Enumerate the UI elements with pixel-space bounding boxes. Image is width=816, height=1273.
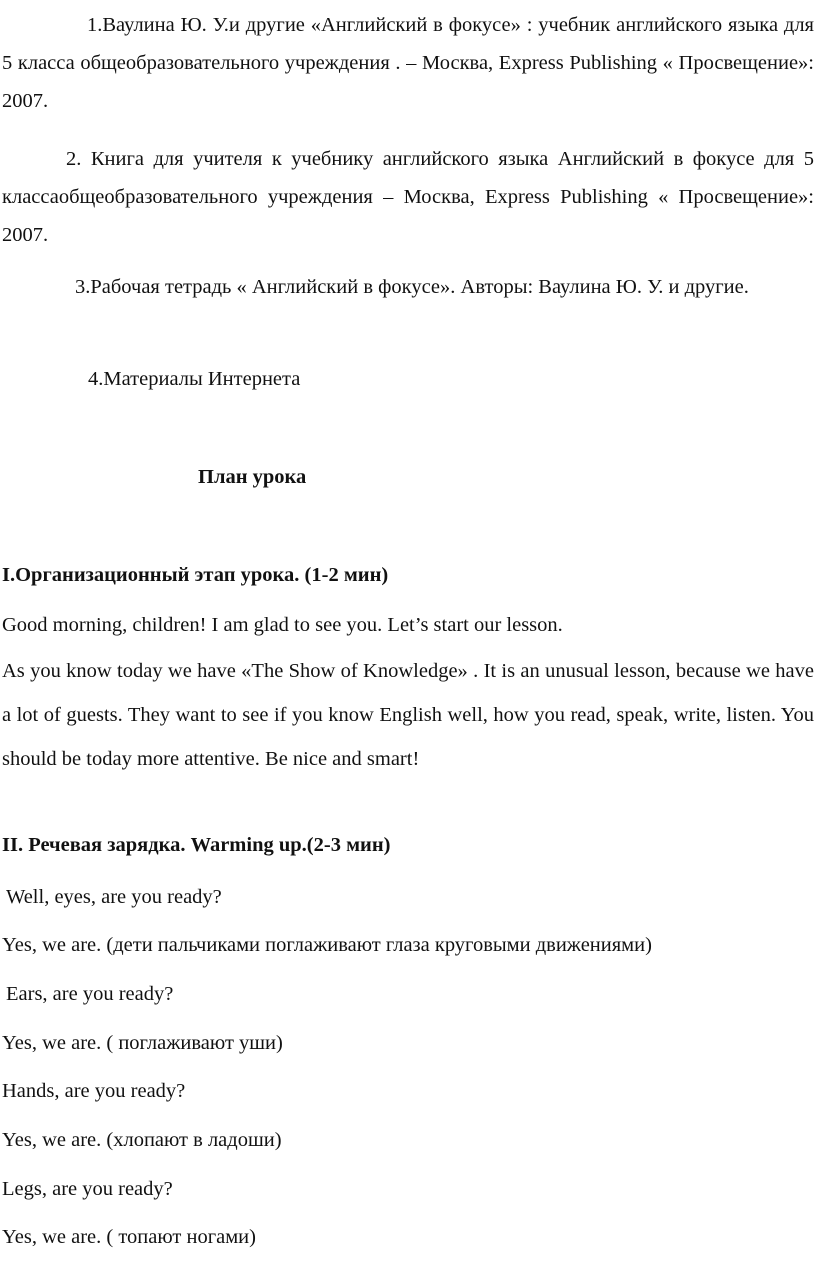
dialogue-line: Ears, are you ready? — [6, 983, 174, 1005]
dialogue-line: Hands, are you ready? — [2, 1080, 186, 1102]
dialogue-line: Yes, we are. (хлопают в ладоши) — [2, 1129, 282, 1151]
paragraph: Good morning, children! I am glad to see you. Let’s start our lesson. — [2, 614, 563, 636]
dialogue-line: Yes, we are. (дети пальчиками поглаживают глаза круговыми движениями) — [2, 934, 652, 956]
reference-item: 2. Книга для учителя к учебнику английского языка Английский в фокусе для 5 классаобщеобразовательного учреждения – Москва, Express Publishing « Просвещение»: 2007. — [2, 148, 814, 246]
paragraph: As you know today we have «The Show of Knowledge» . It is an unusual lesson, because we have a lot of guests. They want to see if you know English well, how you read, speak, write, listen. You should be today more attentive. Be nice and smart! — [2, 660, 814, 770]
reference-item: 4.Материалы Интернета — [88, 368, 301, 390]
dialogue-line: Well, eyes, are you ready? — [6, 886, 222, 908]
section-heading: II. Речевая зарядка. Warming up.(2-3 мин) — [2, 834, 391, 856]
dialogue-line: Legs, are you ready? — [2, 1178, 173, 1200]
reference-item: 1.Ваулина Ю. У.и другие «Английский в фокусе» : учебник английского языка для 5 класса общеобразовательного учреждения . – Москва, Express Publishing « Просвещение»: 2007. — [2, 14, 814, 112]
dialogue-line: Yes, we are. ( топают ногами) — [2, 1226, 256, 1248]
section-heading: I.Организационный этап урока. (1-2 мин) — [2, 564, 389, 586]
reference-item: 3.Рабочая тетрадь « Английский в фокусе». Авторы: Ваулина Ю. У. и другие. — [75, 276, 749, 298]
dialogue-line: Yes, we are. ( поглаживают уши) — [2, 1032, 283, 1054]
plan-title: План урока — [198, 466, 307, 488]
